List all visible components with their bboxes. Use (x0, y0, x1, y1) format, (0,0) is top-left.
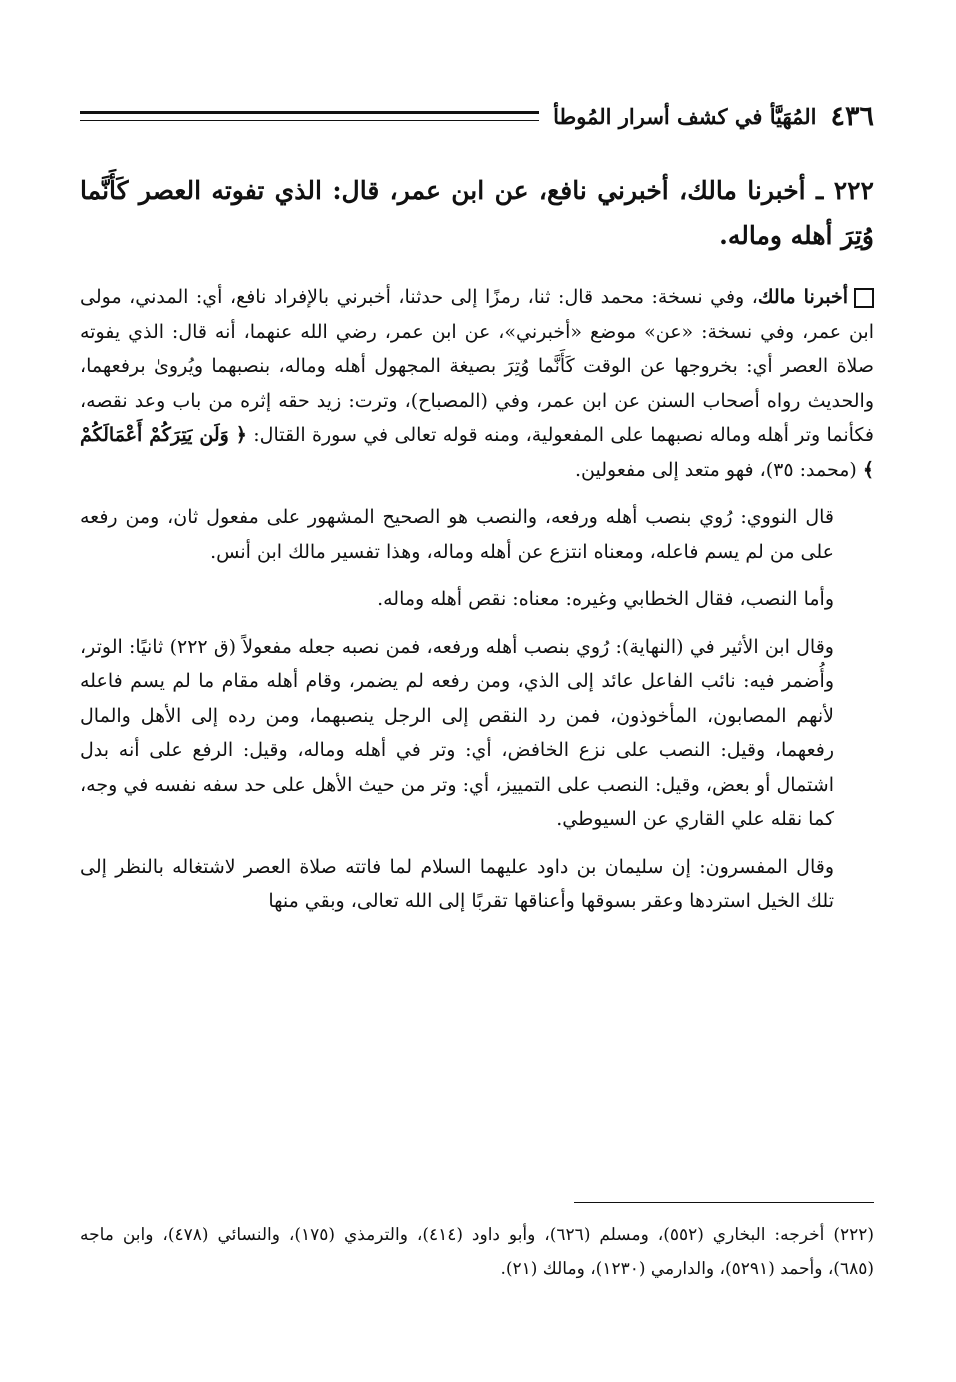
page-number: ٤٣٦ (830, 100, 874, 132)
hadith-body: أخبرنا مالك، أخبرني نافع، عن ابن عمر، قال: الذي تفوته العصر كَأَنَّما وُتِرَ أهله وماله. (80, 176, 874, 250)
commentary-p1: ، وفي نسخة: محمد قال: ثنا، رمزًا إلى حدثنا، أخبرني بالإفراد نافع، أي: المدني، مولى ابن عمر، وفي نسخة: «عن» موضع «أخبرني»، عن ابن عمر، رضي الله عنهما، أنه قال: الذي يفوته صلاة العصر أي: بخروجها عن الوقت كَأَنَّما وُتِرَ بصيغة المجهول أهله وماله، بنصبهما ويُروىٰ برفعهما، والحديث رواه أصحاب السنن عن ابن عمر، وفي (المصباح)، وترت: زيد حقه إثره من باب وعد نقصه، فكأنما وتر أهله وماله نصبهما على المفعولية، ومنه قوله تعالى في سورة القتال: (80, 286, 874, 446)
footnotes (80, 1218, 874, 1286)
hadith-text (80, 168, 874, 258)
commentary-paragraph-3: وأما النصب، فقال الخطابي وغيره: معناه: نقص أهله وماله. (377, 588, 834, 610)
footnote-separator (574, 1202, 874, 1203)
commentary-lead: أخبرنا مالك (757, 286, 848, 308)
commentary-paragraph-2: قال النووي: رُوي بنصب أهله ورفعه، والنصب هو الصحيح المشهور على مفعول ثان، ومن رفعه على من لم يسم فاعله، ومعناه انتزع عن أهله وماله، وهذا تفسير مالك ابن أنس. (80, 506, 834, 563)
commentary-p1-end: (محمد: ٣٥)، فهو متعد إلى مفعولين. (575, 458, 857, 481)
page-body (80, 168, 874, 932)
commentary-paragraph-4: وقال ابن الأثير في (النهاية): رُوي بنصب أهله ورفعه، فمن نصبه جعله مفعولاً (ق ٢٢٢) ثانيًا: الوتر، وأُضمر فيه: نائب الفاعل عائد إلى الذي، ومن رفعه لم يضمر، وقام أهله مقام ما لم يسم فاعله لأنهم المصابون، المأخوذون، فمن رد النقص إلى الرجل ينصبهما، ومن رده إلى الأهل والمال رفعهما، وقيل: النصب على نزع الخافض، أي: وتر في أهله وماله، وقيل: الرفع على أنه بدل اشتمال أو بعض، وقيل: النصب على التمييز، أي: وتر من حيث الأهل على حد سفه نفسه في وجه، كما نقله علي القاري عن السيوطي. (80, 635, 834, 830)
hadith-number: ٢٢٢ ـ (815, 176, 874, 205)
quran-quote: ﴿ وَلَن يَتِرَكُمْ أَعْمَالَكُمْ ﴾ (80, 424, 874, 481)
square-bullet-icon (854, 288, 874, 308)
page-header (80, 96, 874, 136)
commentary-paragraph-1 (80, 280, 874, 487)
commentary-paragraph-5: وقال المفسرون: إن سليمان بن داود عليهما السلام لما فاتته صلاة العصر لاشتغاله بالنظر إلى تلك الخيل استردها وعقر بسوقها وأعناقها تقربًا إلى الله تعالى، وبقي منها (80, 855, 834, 912)
footnote-222: (٢٢٢) أخرجه: البخاري (٥٥٢)، ومسلم (٦٢٦)، وأبو داود (٤١٤)، والترمذي (١٧٥)، والنسائي (٤٧٨)، وابن ماجه (٦٨٥)، وأحمد (٥٢٩١)، والدارمي (١٢٣٠)، ومالك (٢١). (80, 1225, 874, 1279)
running-title: المُهَيَّأ في كشف أسرار المُوطأ (553, 103, 817, 129)
header-rule (80, 111, 539, 121)
